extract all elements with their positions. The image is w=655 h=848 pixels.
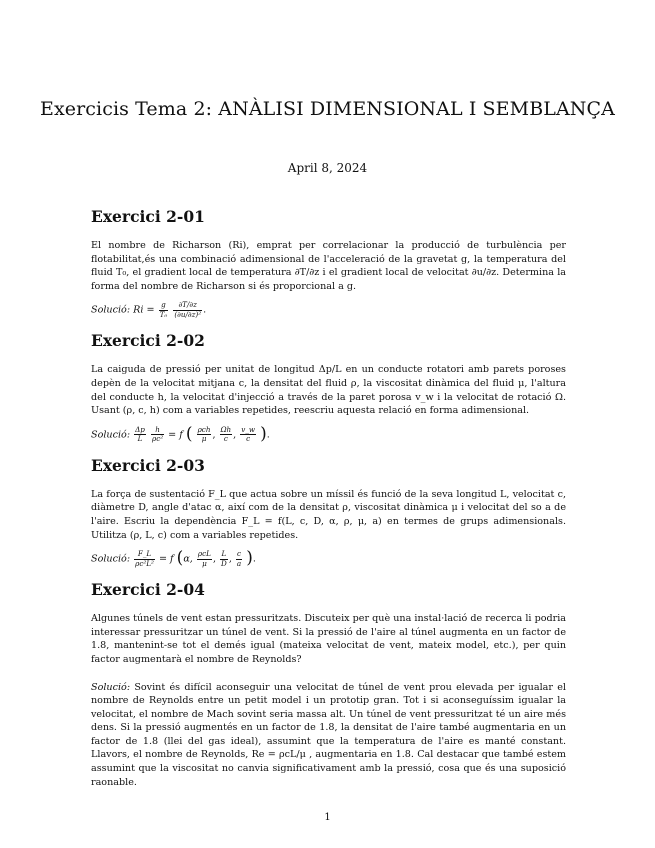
document-date: April 8, 2024	[287, 161, 368, 175]
exercise-solution: Solució: $\frac{\Delta p}{L}$ $\frac{h}{\text{ρc²}}$ = f ( ρch μ , $\frac{\Omega h}{c}$ , $\frac{v\_w}{c}$ ).	[91, 423, 270, 444]
exercise-solution	[91, 681, 566, 790]
exercise-solution: Solució: Ri = $\frac{g}{\text{T₀}}$ $\frac{\partial T/\partial z}{\text{(∂u/∂z)²}}$ .	[91, 300, 207, 319]
fraction: $\frac{\Omega h}{c}$	[220, 424, 232, 444]
fraction: ρch μ	[197, 424, 211, 444]
fraction: $\frac{\Delta p}{L}$	[135, 424, 145, 444]
solution-label: Solució:	[91, 304, 131, 316]
fraction: $\frac{F\_L}{\text{ρc²L²}}$	[135, 549, 154, 568]
exercise-solution: Solució: $\frac{F\_L}{\text{ρc²L²}}$ = f (α, ρcL μ , $\frac{L}{D}$ , $\frac{c}{a}$ ).	[91, 548, 256, 569]
exercise-heading: Exercici 2-03	[91, 455, 205, 475]
exercise-heading: Exercici 2-02	[91, 331, 205, 351]
solution-label: Solució:	[91, 429, 131, 441]
exercise-statement: Algunes túnels de vent estan pressuritzats. Discuteix per què una instal·lació de recerca li podria interessar pressuritzar un túnel de vent. Si la pressió de l'aire al túnel augmenta en un factor de 1.8, mantenint-se tot el demés igual (mateixa velocitat de vent, mateix model, etc.), per quin factor augmentarà el nombre de Reynolds?	[91, 613, 566, 665]
solution-text: Sovint és difícil aconseguir una velocitat de túnel de vent prou elevada per igualar el nombre de Reynolds entre un petit model i un prototip gran. Tot i si aconseguíssim igualar la velocitat, el nombre de Mach sovint seria massa alt. Un túnel de vent pressuritzat té un aire més dens. Si la pressió augmentés en un factor de 1.8, la densitat de l'aire també augmentaria en un factor de 1.8 (llei del gas ideal), assumint que la temperatura de l'aire es manté constant. Llavors, el nombre de Reynolds, Re = ρcL/μ , augmentaria en 1.8. Cal destacar que també estem assumint que la viscositat no canvia significativament amb la pressió, cosa que és una suposició raonable.	[91, 681, 566, 788]
exercise-heading: Exercici 2-01	[91, 207, 205, 226]
fraction: $\frac{c}{a}$	[236, 549, 242, 568]
solution-label: Solució:	[91, 553, 131, 565]
exercise-heading: Exercici 2-04	[91, 580, 205, 600]
document-body	[91, 200, 566, 797]
solution-lhs: Ri =	[133, 304, 155, 316]
fraction: $\frac{h}{\text{ρc²}}$	[151, 424, 164, 444]
fraction: $\frac{L}{D}$	[221, 549, 227, 568]
exercise-statement: La caiguda de pressió per unitat de longitud Δp/L en un conducte rotatori amb parets poroses depèn de la velocitat mitjana c, la densitat del fluid ρ, la viscositat dinàmica del fluid μ, l'altura del conducte h, la velocitat d'injecció a través de la paret porosa v_w i la velocitat de rotació Ω. Usant (ρ, c, h) com a variables repetides, reescriu aquesta relació en forma adimensional.	[91, 364, 566, 417]
page-number: 1	[324, 812, 331, 823]
fraction: $\frac{\partial T/\partial z}{\text{(∂u/∂z)²}}$	[174, 300, 202, 319]
document-title: Exercicis Tema 2: ANÀLISI DIMENSIONAL I SEMBLANÇA	[39, 98, 615, 120]
solution-label: Solució:	[91, 681, 131, 693]
fraction: $\frac{v\_w}{c}$	[241, 424, 256, 444]
exercise-statement: El nombre de Richarson (Ri), emprat per correlacionar la producció de turbulència per flotabilitat,és una combinació adimensional de l'acceleració de la gravetat g, la temperatura del fluid T₀, el gradient local de temperatura ∂T/∂z i el gradient local de velocitat ∂u/∂z. Determina la forma del nombre de Richarson si és proporcional a g.	[91, 240, 566, 292]
fraction: ρcL μ	[197, 549, 211, 568]
fraction: $\frac{g}{\text{T₀}}$	[159, 300, 168, 319]
exercise-statement: La força de sustentació F_L que actua sobre un míssil és funció de la seva longitud L, velocitat c, diàmetre D, angle d'atac α, així com de la densitat ρ, viscositat dinàmica μ i velocitat del so a de l'aire. Escriu la dependència F_L = f(L, c, D, α, ρ, μ, a) en termes de grups adimensionals. Utilitza (ρ, L, c) com a variables repetides.	[91, 488, 566, 541]
